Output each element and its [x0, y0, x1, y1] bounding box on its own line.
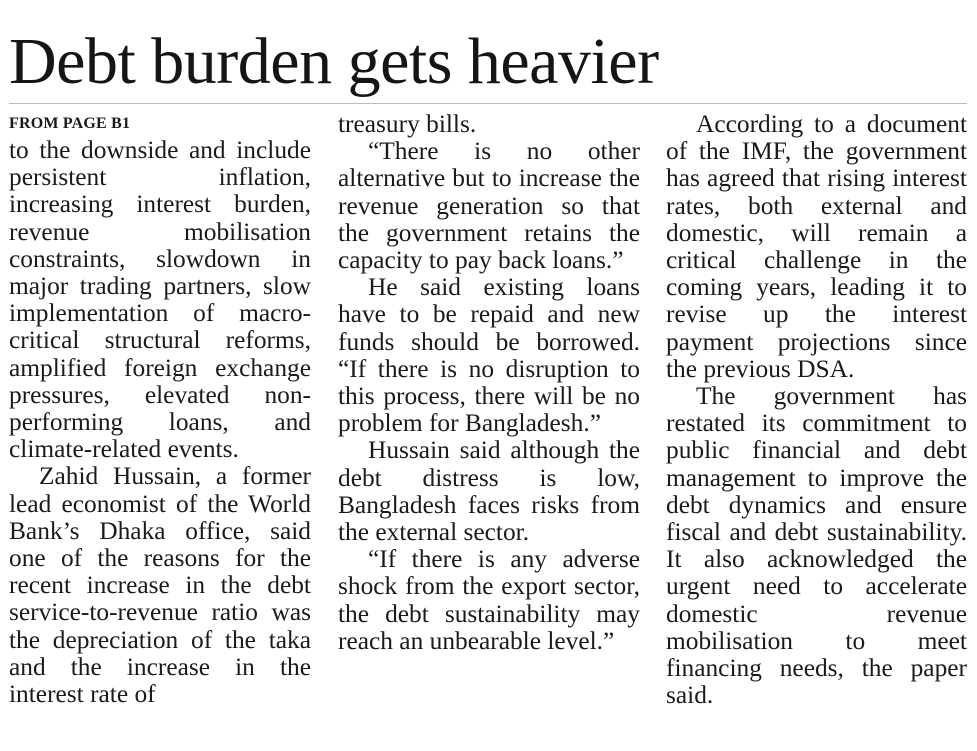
paragraph: He said existing loans have to be repaid and new funds should be borrowed. “If there is no disruption to this process, there will be no problem for Bangladesh.” — [338, 273, 640, 438]
paragraph: Zahid Hussain, a former lead economist of the World Bank’s Dhaka office, said one of the reasons for the recent increase in the debt service-to-revenue ratio was the depreciation of the taka and the increase in the interest rate of — [9, 462, 311, 709]
article-column-1 — [9, 111, 311, 708]
article-column-2 — [338, 111, 640, 655]
headline: Debt burden gets heavier — [9, 25, 659, 98]
paragraph: to the downside and include persistent inflation, increasing interest burden, revenue mobilisation constraints, slowdown in major trading partners, slow implementation of macro-critical structural reforms, amplified foreign exchange pressures, elevated non-performing loans, and climate-related events. — [9, 136, 311, 464]
paragraph: “There is no other alternative but to increase the revenue generation so that the government retains the capacity to pay back loans.” — [338, 137, 640, 275]
paragraph: “If there is any adverse shock from the export sector, the debt sustainability may reach an unbearable level.” — [338, 545, 640, 655]
article-column-3 — [666, 111, 967, 709]
jump-label: FROM PAGE B1 — [9, 115, 131, 132]
paragraph: According to a document of the IMF, the government has agreed that rising interest rates, both external and domestic, will remain a critical challenge in the coming years, leading it to revise up the interest payment projections since the previous DSA. — [666, 110, 967, 383]
headline-divider — [9, 103, 967, 104]
paragraph: treasury bills. — [338, 110, 477, 138]
paragraph: Hussain said although the debt distress is low, Bangladesh faces risks from the external sector. — [338, 436, 640, 547]
paragraph: The government has restated its commitment to public financial and debt management to improve the debt dynamics and ensure fiscal and debt sustainability. It also acknowledged the urgent need to accelerate domestic revenue mobilisation to meet financing needs, the paper said. — [666, 382, 967, 710]
